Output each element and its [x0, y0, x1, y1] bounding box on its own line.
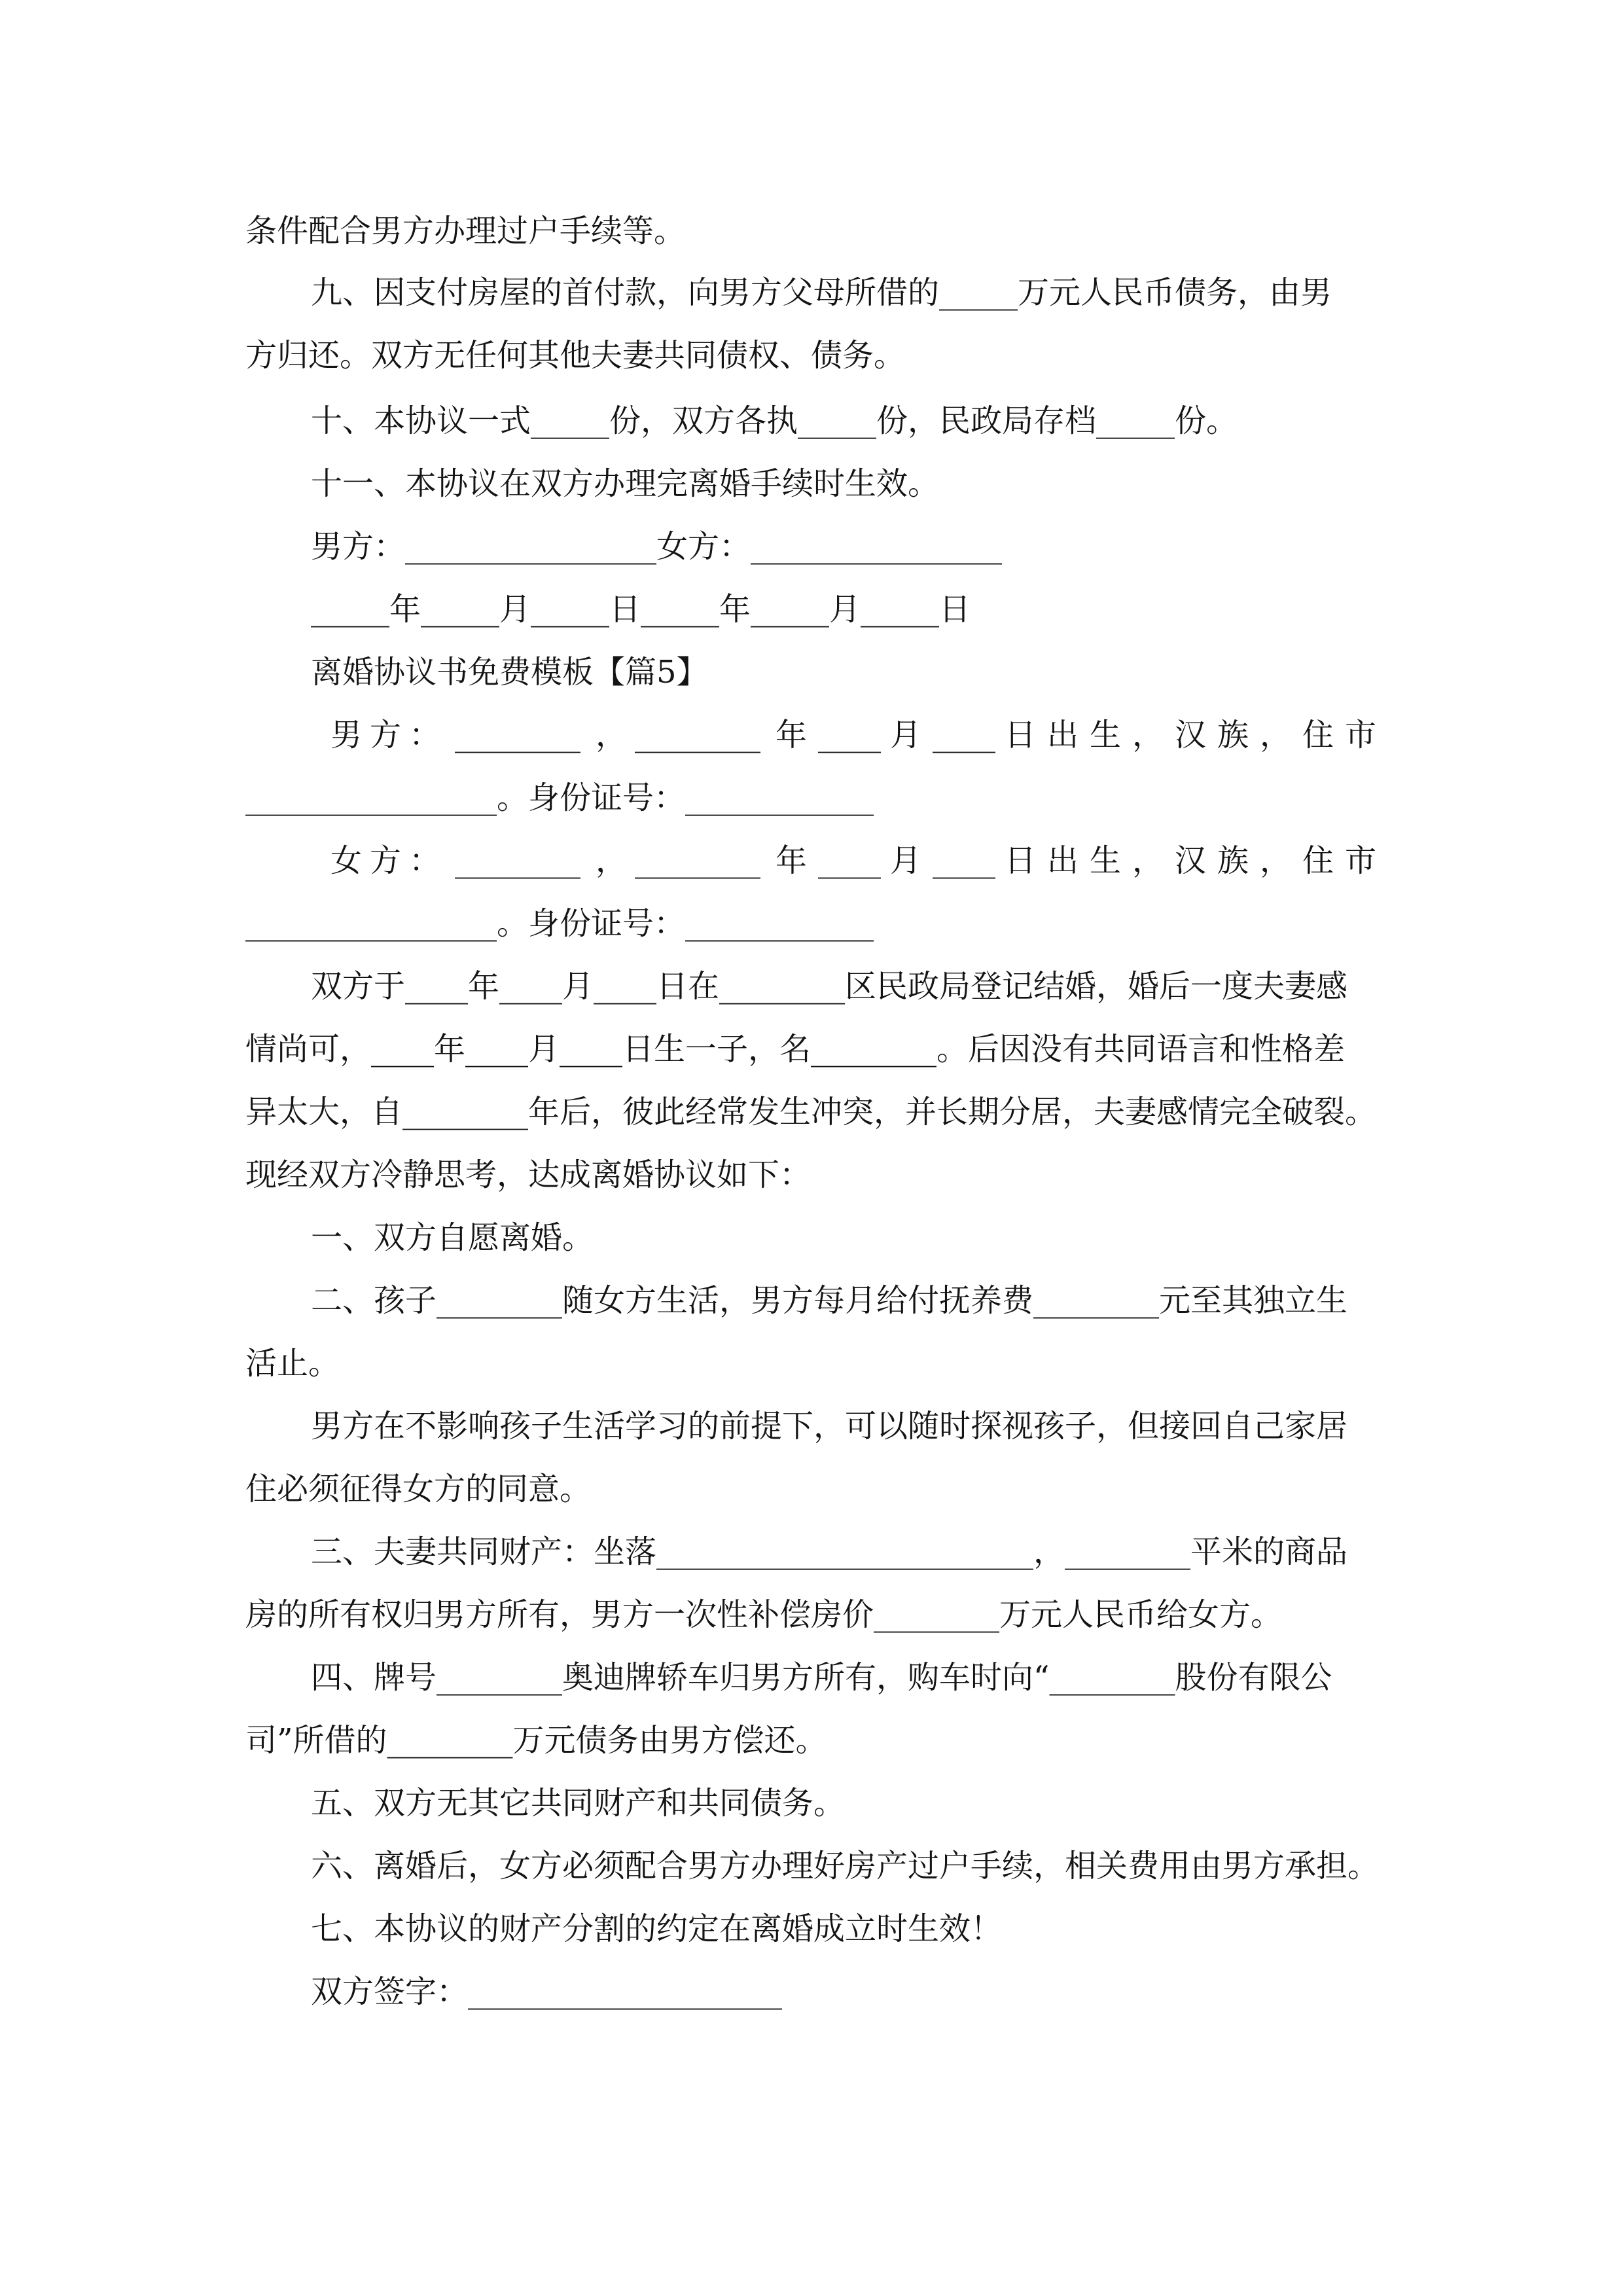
- signature-field: 双方签字：____________________: [311, 1973, 783, 2010]
- row-char: ，: [596, 717, 628, 753]
- row-char: 生: [1090, 717, 1122, 753]
- marriage-paragraph-line: 情尚可，____年____月____日生一子，名________。后因没有共同语言和性格差: [245, 1031, 1346, 1067]
- row-char: 男: [330, 717, 363, 753]
- row-char: ，: [1260, 717, 1292, 753]
- clause-3-cont: 房的所有权归男方所有，男方一次性补偿房价________万元人民币给女方。: [245, 1596, 1283, 1633]
- blank-field: ____: [818, 842, 881, 879]
- section-title: 离婚协议书免费模板【篇5】: [311, 654, 708, 691]
- date-line: _____年_____月_____日_____年_____月_____日: [311, 591, 971, 628]
- row-char: 汉: [1175, 842, 1207, 879]
- row-char: 市: [1345, 717, 1377, 753]
- blank-field: ________: [455, 717, 580, 753]
- blank-field: ________: [455, 842, 580, 879]
- blank-field: ____: [933, 717, 995, 753]
- marriage-paragraph-line: 现经双方冷静思考，达成离婚协议如下：: [245, 1157, 812, 1193]
- marriage-paragraph-line: 异太大，自________年后，彼此经常发生冲突，并长期分居，夫妻感情完全破裂。: [245, 1094, 1377, 1130]
- row-char: 生: [1090, 842, 1122, 879]
- row-char: 出: [1047, 717, 1079, 753]
- clause-7: 七、本协议的财产分割的约定在离婚成立时生效！: [311, 1910, 1003, 1947]
- male-id-line: ________________。身份证号：____________: [245, 780, 874, 816]
- clause-6: 六、离婚后，女方必须配合男方办理好房产过户手续，相关费用由男方承担。: [311, 1848, 1380, 1884]
- blank-field: ____: [933, 842, 995, 879]
- row-char: 住: [1302, 842, 1334, 879]
- female-id-line: ________________。身份证号：____________: [245, 905, 874, 942]
- row-char: ：: [409, 842, 441, 879]
- row-char: 年: [776, 842, 808, 879]
- row-char: 汉: [1175, 717, 1207, 753]
- row-char: 日: [1005, 717, 1037, 753]
- clause-2-cont: 活止。: [245, 1345, 340, 1382]
- row-char: 日: [1005, 842, 1037, 879]
- blank-field: ________: [635, 717, 760, 753]
- blank-field: ________: [635, 842, 760, 879]
- visitation-paragraph: 男方在不影响孩子生活学习的前提下，可以随时探视孩子，但接回自己家居: [311, 1408, 1348, 1444]
- row-char: ，: [1260, 842, 1292, 879]
- clause-5: 五、双方无其它共同财产和共同债务。: [311, 1785, 846, 1821]
- row-char: 族: [1217, 717, 1249, 753]
- row-char: 市: [1345, 842, 1377, 879]
- row-char: ：: [409, 717, 441, 753]
- clause-4-cont: 司”所借的________万元债务由男方偿还。: [245, 1722, 827, 1759]
- row-char: 族: [1217, 842, 1249, 879]
- clause-4: 四、牌号________奥迪牌轿车归男方所有，购车时向“________股份有限公: [311, 1659, 1332, 1696]
- clause-11: 十一、本协议在双方办理完离婚手续时生效。: [311, 465, 940, 502]
- signature-line: 男方：________________女方：________________: [311, 528, 1003, 565]
- marriage-paragraph-line: 双方于____年____月____日在________区民政局登记结婚，婚后一度夫妻感: [311, 968, 1348, 1005]
- row-char: 出: [1047, 842, 1079, 879]
- row-char: 月: [890, 842, 922, 879]
- row-char: ，: [1132, 717, 1164, 753]
- clause-2: 二、孩子________随女方生活，男方每月给付抚养费________元至其独立生: [311, 1282, 1348, 1319]
- row-char: 住: [1302, 717, 1334, 753]
- row-char: 月: [890, 717, 922, 753]
- row-char: ，: [596, 842, 628, 879]
- blank-field: ____: [818, 717, 881, 753]
- row-char: 年: [776, 717, 808, 753]
- clause-10: 十、本协议一式_____份，双方各执_____份，民政局存档_____份。: [311, 403, 1238, 439]
- visitation-paragraph-cont: 住必须征得女方的同意。: [245, 1471, 592, 1507]
- paragraph-line: 条件配合男方办理过户手续等。: [245, 213, 686, 249]
- row-char: 女: [330, 842, 363, 879]
- row-char: 方: [370, 842, 402, 879]
- row-char: 方: [370, 717, 402, 753]
- paragraph-line: 方归还。双方无任何其他夫妻共同债权、债务。: [245, 337, 906, 374]
- clause-3: 三、夫妻共同财产：坐落________________________，________平米的商品: [311, 1534, 1348, 1570]
- clause-9: 九、因支付房屋的首付款，向男方父母所借的_____万元人民币债务，由男: [311, 274, 1332, 311]
- clause-1: 一、双方自愿离婚。: [311, 1219, 594, 1256]
- row-char: ，: [1132, 842, 1164, 879]
